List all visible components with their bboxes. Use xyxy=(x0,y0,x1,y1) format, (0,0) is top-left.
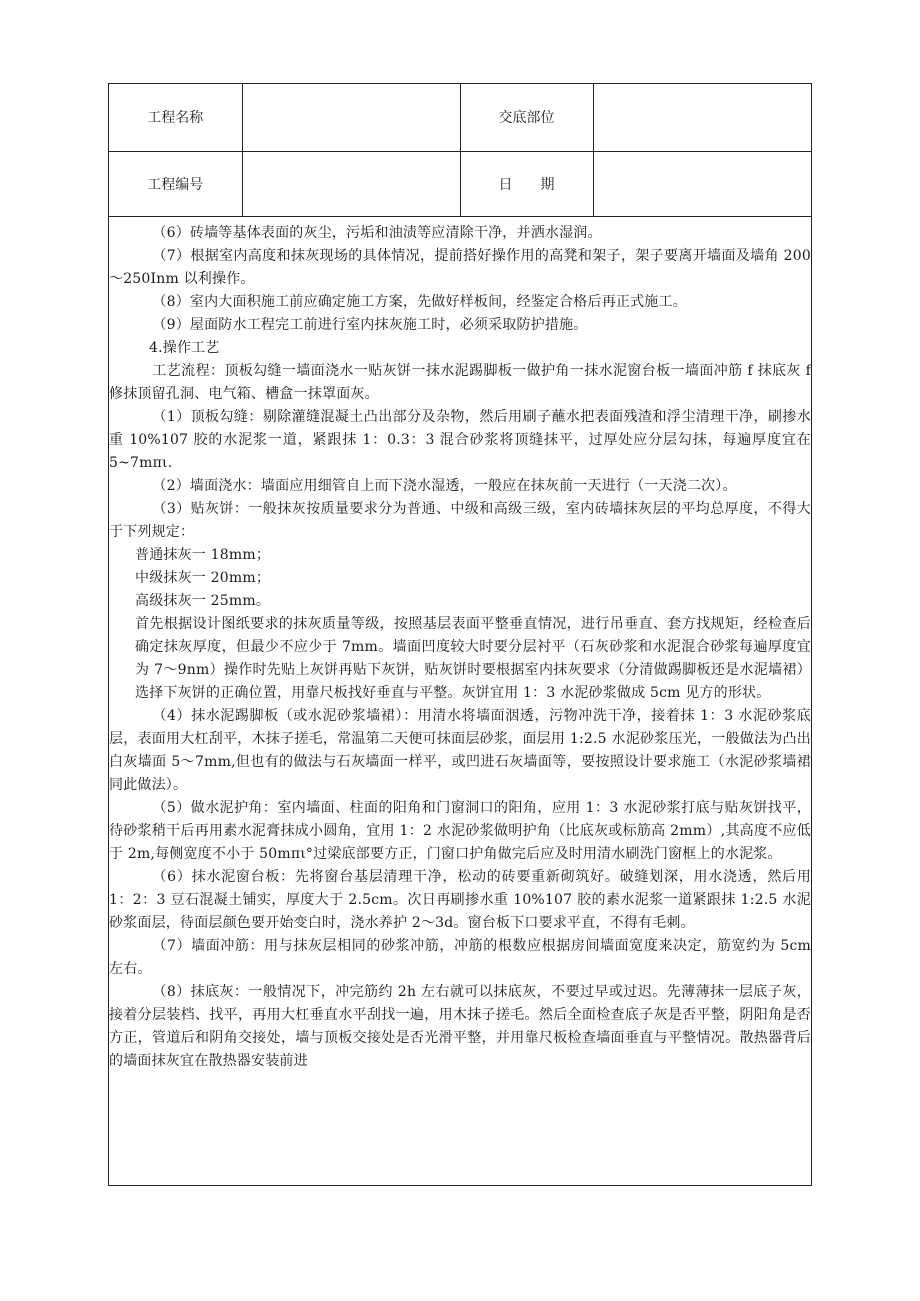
project-name-label: 工程名称 xyxy=(109,84,242,151)
project-no-label: 工程编号 xyxy=(109,151,242,216)
paragraph: （6）抹水泥窗台板：先将窗台基层清理干净，松动的砖要重新砌筑好。破缝划深，用水浇透，然后用 1：2：3 豆石混凝土铺实，厚度大于 2.5cm。次日再刷掺水重 10%107 胶的素水泥浆一道紧跟抹 1:2.5 水泥砂浆面层，待面层颜色要开始变白时，浇水养护 2～3d。窗台板下口要求平直，不得有毛刺。 xyxy=(109,869,811,931)
project-name-value[interactable] xyxy=(242,84,460,151)
header-table xyxy=(109,84,811,216)
list-item: 普通抹灰一 18mm； xyxy=(135,547,271,563)
paragraph: （7）根据室内高度和抹灰现场的具体情况，提前搭好操作用的高凳和架子，架子要离开墙面及墙角 200～250Inm 以利操作。 xyxy=(109,248,811,287)
location-value[interactable] xyxy=(593,84,811,151)
paragraph: （3）贴灰饼：一般抹灰按质量要求分为普通、中级和高级三级，室内砖墙抹灰层的平均总厚度，不得大于下列规定： xyxy=(109,501,811,540)
paragraph: （9）屋面防水工程完工前进行室内抹灰施工时，必须采取防护措施。 xyxy=(152,317,588,333)
date-value[interactable] xyxy=(593,151,811,216)
list-item: 高级抹灰一 25mm。 xyxy=(135,593,271,609)
disclosure-sheet xyxy=(108,83,812,1186)
paragraph: （8）室内大面积施工前应确定施工方案，先做好样板间，经鉴定合格后再正式施工。 xyxy=(152,294,687,310)
project-no-value[interactable] xyxy=(242,151,460,216)
section-heading: 4.操作工艺 xyxy=(149,340,220,356)
paragraph: （7）墙面冲筋：用与抹灰层相同的砂浆冲筋，冲筋的根数应根据房间墙面宽度来决定，筋宽约为 5cm 左右。 xyxy=(109,938,811,977)
location-label: 交底部位 xyxy=(460,84,593,151)
paragraph: （8）抹底灰：一般情况下，冲完筋约 2h 左右就可以抹底灰，不要过早或过迟。先薄薄抹一层底子灰，接着分层装档、找平，再用大杠垂直水平刮找一遍，用木抹子搓毛。然后全面检查底子灰是否平整，阴阳角是否方正，管道后和阴角交接处，墙与顶板交接处是否光滑平整，并用靠尺板检查墙面垂直与平整情况。散热器背后的墙面抹灰宜在散热器安装前进 xyxy=(109,984,811,1069)
paragraph: （6）砖墙等基体表面的灰尘，污垢和油渍等应清除干净，并洒水湿润。 xyxy=(152,225,602,241)
paragraph: 工艺流程：顶板勾缝一墙面浇水一贴灰饼一抹水泥踢脚板一做护角一抹水泥窗台板一墙面冲筋 f 抹底灰 f 修抹顶留孔洞、电气箱、槽盒一抹罩面灰。 xyxy=(109,363,811,402)
paragraph: （1）顶板勾缝：剔除灌缝混凝土凸出部分及杂物，然后用刷子蘸水把表面残渣和浮尘清理干净，刷掺水重 10%107 胶的水泥浆一道，紧跟抹 1：0.3：3 混合砂浆将顶缝抹平，过厚处应分层勾抹，每遍厚度宜在 5~7mπι. xyxy=(109,409,811,471)
paragraph: 首先根据设计图纸要求的抹灰质量等级，按照基层表面平整垂直情况，进行吊垂直、套方找规矩，经检查后确定抹灰厚度，但最少不应少于 7mm。墙面凹度较大时要分层衬平（石灰砂浆和水泥混合砂浆每遍厚度宜为 7～9nm）操作时先贴上灰饼再贴下灰饼，贴灰饼时要根据室内抹灰要求（分清做踢脚板还是水泥墙裙）选择下灰饼的正确位置，用靠尺板找好垂直与平整。灰饼宜用 1：3 水泥砂浆做成 5cm 见方的形状。 xyxy=(135,616,811,701)
paragraph: （5）做水泥护角：室内墙面、柱面的阳角和门窗洞口的阳角，应用 1：3 水泥砂浆打底与贴灰饼找平，待砂浆稍干后再用素水泥膏抹成小圆角，宜用 1：2 水泥砂浆做明护角（比底灰或标筋高 2mm）,其高度不应低于 2m,每侧宽度不小于 50mπι°过梁底部要方正，门窗口护角做完后应及时用清水刷洗门窗框上的水泥浆。 xyxy=(109,800,811,862)
paragraph: （4）抹水泥踢脚板（或水泥砂浆墙裙）：用清水将墙面洇透，污物冲洗干净，接着抹 1：3 水泥砂浆底层，表面用大杠刮平，木抹子搓毛，常温第二天便可抹面层砂浆，面层用 1:2.5 水泥砂浆压光，一般做法为凸出白灰墙面 5～7mm,但也有的做法与石灰墙面一样平，或凹进石灰墙面等，要按照设计要求施工（水泥砂浆墙裙同此做法）。 xyxy=(109,708,811,793)
disclosure-content xyxy=(109,216,811,1073)
list-item: 中级抹灰一 20mm； xyxy=(135,570,271,586)
paragraph: （2）墙面浇水：墙面应用细管自上而下浇水湿透，一般应在抹灰前一天进行（一天浇二次）。 xyxy=(152,478,737,494)
date-label: 日 期 xyxy=(460,151,593,216)
